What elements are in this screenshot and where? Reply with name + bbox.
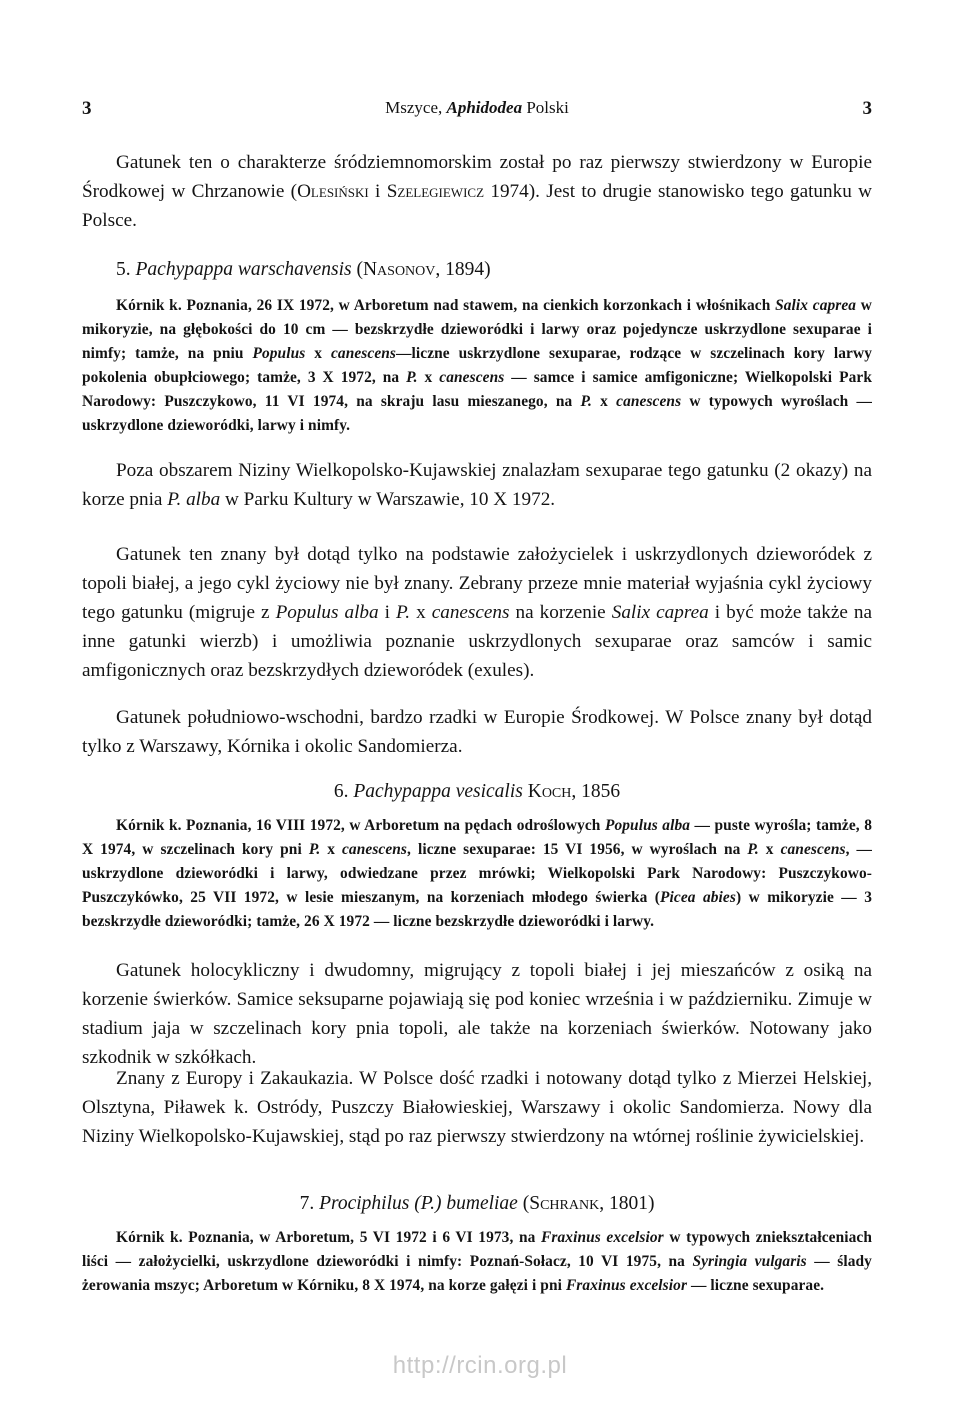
species-heading-6: 6. Pachypappa vesicalis Koch, 1856 — [333, 781, 621, 802]
running-header — [82, 98, 872, 126]
page-number-left: 3 — [82, 98, 92, 119]
page-number-right: 3 — [862, 98, 872, 119]
paragraph-5b: Gatunek ten znany był dotąd tylko na podstawie założycielek i uskrzydlonych dzieworódek z topoli białej, a jego cykl życiowy nie był znany. Zebrany przeze mnie materiał wyjaśnia cykl życiowy tego gatunku (migruje z Populus alba i P. x canescens na korzenie Salix caprea i być może także na inne gatunki wierzb) i umożliwia poznanie uskrzydlonych sexuparae oraz samców i samic amfigonicznych oraz bezskrzydłych dzieworódek (exules). — [82, 544, 873, 681]
paragraph-5c: Gatunek południowo-wschodni, bardzo rzadki w Europie Środkowej. W Polsce znany był dotąd tylko z Warszawy, Kórnika i okolic Sandomierza. — [82, 707, 872, 757]
watermark-url: http://rcin.org.pl — [392, 1352, 568, 1379]
paragraph-6a: Gatunek holocykliczny i dwudomny, migrujący z topoli białej i jej mieszańców z osiką na korzenie świerków. Samice seksuparne pojawiają się pod koniec września i w październiku. Zimuje w stadium jaja w szczelinach kory pnia topoli, ale także na korzeniach świerków. Notowany jako szkodnik w szkółkach. — [82, 960, 872, 1068]
paragraph-5a: Poza obszarem Niziny Wielkopolsko-Kujawskiej znalazłam sexuparae tego gatunku (2 okazy) na korze pnia P. alba w Parku Kultury w Warszawie, 10 X 1972. — [82, 460, 872, 510]
running-title: Mszyce, Aphidodea Polski — [385, 98, 569, 117]
locality-record-6: Kórnik k. Poznania, 16 VIII 1972, w Arboretum na pędach odroślowych Populus alba — puste wyrośla; tamże, 8 X 1974, w szczelinach kory pni P. x canescens, liczne sexuparae: 15 VI 1956, w wyroślach na P. x canescens, — uskrzydlone dzieworódki i larwy, odwiedzane przez mrówki; Wielkopolski Park Narodowy: Puszczykowo-Puszczykówko, 25 VII 1972, w lesie mieszanym, na korzeniach młodego świerka (Picea abies) w mikoryzie — 3 bezskrzydłe dzieworódki; tamże, 26 X 1972 — liczne bezskrzydłe dzieworódki i larwy. — [82, 817, 872, 930]
paragraph-6b: Znany z Europy i Zakaukazia. W Polsce dość rzadki i notowany dotąd tylko z Mierzei Helskiej, Olsztyna, Piławek k. Ostródy, Puszczy Białowieskiej, Warszawy i okolic Sandomierza. Nowy dla Niziny Wielkopolsko-Kujawskiej, stąd po raz pierwszy stwierdzony na wtórnej roślinie żywicielskiej. — [82, 1068, 872, 1147]
locality-record-7: Kórnik k. Poznania, w Arboretum, 5 VI 1972 i 6 VI 1973, na Fraxinus excelsior w typowych zniekształceniach liści — założycielki, uskrzydlone dzieworódki i nimfy: Poznań-Sołacz, 10 VI 1975, na Syringia vulgaris — ślady żerowania mszyc; Arboretum w Kórniku, 8 X 1974, na korze gałęzi i pni Fraxinus excelsior — liczne sexuparae. — [82, 1229, 872, 1294]
species-heading-5: 5. Pachypappa warschavensis (Nasonov, 1894) — [116, 259, 491, 280]
locality-record-5: Kórnik k. Poznania, 26 IX 1972, w Arboretum nad stawem, na cienkich korzonkach i włośnikach Salix caprea w mikoryzie, na głębokości do 10 cm — bezskrzydłe dzieworódki i larwy oraz pojedyncze uskrzydlone sexuparae i nimfy; tamże, na pniu Populus x canescens—liczne uskrzydlone sexuparae, rodzące w szczelinach kory larwy pokolenia obupłciowego; tamże, 3 X 1972, na P. x canescens — samce i samice amfigoniczne; Wielkopolski Park Narodowy: Puszczykowo, 11 VI 1974, na skraju lasu mieszanego, na P. x canescens w typowych wyroślach — uskrzydlone dzieworódki, larwy i nimfy. — [82, 297, 873, 434]
intro-paragraph: Gatunek ten o charakterze śródziemnomorskim został po raz pierwszy stwierdzony w Europie Środkowej w Chrzanowie (Olesiński i Szelegiewicz 1974). Jest to drugie stanowisko tego gatunku w Polsce. — [82, 152, 872, 231]
species-heading-7: 7. Prociphilus (P.) bumeliae (Schrank, 1801) — [299, 1193, 655, 1214]
